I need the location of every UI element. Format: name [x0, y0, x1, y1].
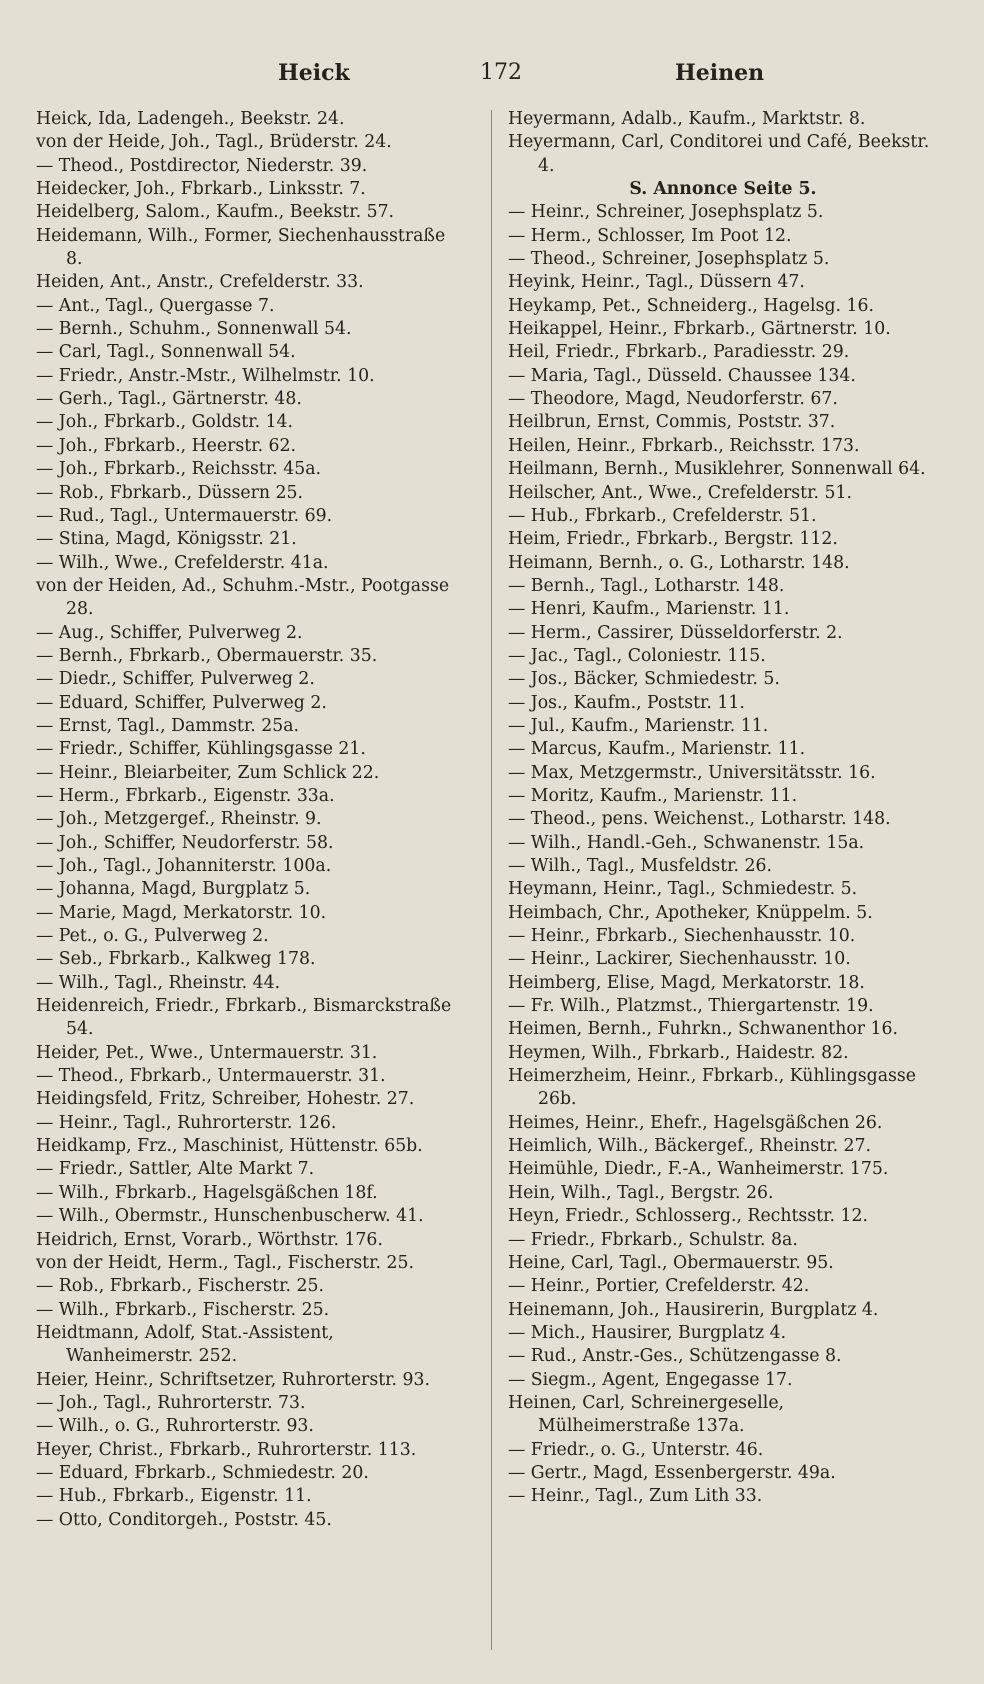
directory-entry: — Joh., Schiffer, Neudorferstr. 58. — [36, 832, 334, 853]
directory-entry: — Heinr., Lackirer, Siechenhausstr. 10. — [508, 949, 851, 970]
left-column — [36, 108, 466, 1532]
directory-entry: — Joh., Tagl., Johanniterstr. 100a. — [36, 856, 332, 876]
directory-entry: — Rob., Fbrkarb., Düssern 25. — [36, 482, 303, 503]
directory-entry: — Ernst, Tagl., Dammstr. 25a. — [36, 715, 300, 736]
directory-entry: — Gertr., Magd, Essenbergerstr. 49a. — [508, 1462, 836, 1483]
directory-entry: — Maria, Tagl., Düsseld. Chaussee 134. — [508, 365, 856, 386]
directory-entry: — Wilh., Fbrkarb., Fischerstr. 25. — [36, 1299, 330, 1320]
directory-entry: S. Annonce Seite 5. — [629, 179, 817, 200]
directory-entry: — Friedr., o. G., Unterstr. 46. — [508, 1439, 764, 1460]
directory-entry: — Bernh., Tagl., Lotharstr. 148. — [508, 575, 785, 596]
directory-entry: Heier, Heinr., Schriftsetzer, Ruhrorterstr. 93. — [36, 1369, 430, 1390]
directory-entry: — Heinr., Tagl., Ruhrorterstr. 126. — [36, 1112, 337, 1133]
directory-entry: Heidtmann, Adolf, Stat.-Assistent, Wanheimerstr. 252. — [36, 1322, 334, 1367]
directory-entry: — Wilh., Tagl., Musfeldstr. 26. — [508, 856, 773, 876]
directory-entry: — Herm., Schlosser, Im Poot 12. — [508, 225, 792, 246]
directory-entry: — Mich., Hausirer, Burgplatz 4. — [508, 1322, 787, 1343]
directory-entry: — Heinr., Tagl., Zum Lith 33. — [508, 1486, 763, 1507]
directory-entry: Heidecker, Joh., Fbrkarb., Linksstr. 7. — [36, 179, 366, 200]
directory-entry: Heidrich, Ernst, Vorarb., Wörthstr. 176. — [36, 1229, 383, 1250]
directory-entry: — Wilh., Fbrkarb., Hagelsgäßchen 18f. — [36, 1182, 378, 1203]
directory-entry: Heinen, Carl, Schreinergeselle, Mülheimerstraße 137a. — [508, 1392, 785, 1437]
header-left-keyword: Heick — [278, 60, 350, 86]
directory-entry: — Joh., Metzgergef., Rheinstr. 9. — [36, 809, 322, 830]
directory-entry: — Seb., Fbrkarb., Kalkweg 178. — [36, 949, 316, 970]
directory-entry: — Theod., Fbrkarb., Untermauerstr. 31. — [36, 1066, 386, 1087]
directory-entry: Heymann, Heinr., Tagl., Schmiedestr. 5. — [508, 879, 858, 900]
directory-entry: Heick, Ida, Ladengeh., Beekstr. 24. — [36, 109, 345, 129]
header-right-keyword: Heinen — [675, 60, 765, 86]
directory-entry: Heider, Pet., Wwe., Untermauerstr. 31. — [36, 1042, 378, 1063]
directory-entry: — Stina, Magd, Königsstr. 21. — [36, 529, 297, 550]
directory-entry: Heyer, Christ., Fbrkarb., Ruhrorterstr. 113. — [36, 1439, 417, 1460]
directory-entry: — Theod., Schreiner, Josephsplatz 5. — [508, 249, 830, 270]
directory-entry: Heimann, Bernh., o. G., Lotharstr. 148. — [508, 552, 850, 573]
directory-entry: Heimes, Heinr., Ehefr., Hagelsgäßchen 26. — [508, 1112, 883, 1133]
directory-entry: Heyn, Friedr., Schlosserg., Rechtsstr. 12. — [508, 1206, 868, 1227]
directory-entry: Heinemann, Joh., Hausirerin, Burgplatz 4. — [508, 1299, 879, 1320]
directory-entry: — Theod., pens. Weichenst., Lotharstr. 148. — [508, 809, 891, 830]
column-divider — [491, 110, 492, 1650]
directory-entry: — Friedr., Sattler, Alte Markt 7. — [36, 1159, 315, 1180]
directory-entry: Heil, Friedr., Fbrkarb., Paradiesstr. 29. — [508, 342, 850, 363]
directory-entry: Heyink, Heinr., Tagl., Düssern 47. — [508, 272, 805, 293]
directory-entry: — Jul., Kaufm., Marienstr. 11. — [508, 715, 769, 736]
directory-entry: — Siegm., Agent, Engegasse 17. — [508, 1369, 793, 1390]
directory-entry: — Heinr., Portier, Crefelderstr. 42. — [508, 1276, 810, 1297]
directory-entry: Heilmann, Bernh., Musiklehrer, Sonnenwall 64. — [508, 459, 926, 480]
directory-entry: — Joh., Fbrkarb., Reichsstr. 45a. — [36, 459, 321, 480]
directory-entry: — Wilh., Tagl., Rheinstr. 44. — [36, 972, 281, 993]
directory-entry: — Otto, Conditorgeh., Poststr. 45. — [36, 1509, 332, 1530]
directory-entry: Heimen, Bernh., Fuhrkn., Schwanenthor 16. — [508, 1019, 899, 1040]
directory-entry: — Rud., Anstr.-Ges., Schützengasse 8. — [508, 1346, 842, 1367]
directory-entry: Heyermann, Adalb., Kaufm., Marktstr. 8. — [508, 109, 866, 129]
directory-entry: — Max, Metzgermstr., Universitätsstr. 16. — [508, 762, 876, 783]
directory-entry: — Rob., Fbrkarb., Fischerstr. 25. — [36, 1276, 324, 1297]
directory-entry: Heilen, Heinr., Fbrkarb., Reichsstr. 173. — [508, 435, 860, 456]
directory-entry: Heymen, Wilh., Fbrkarb., Haidestr. 82. — [508, 1042, 849, 1063]
directory-entry: Heimerzheim, Heinr., Fbrkarb., Kühlingsgasse 26b. — [508, 1066, 916, 1110]
directory-entry: Heiden, Ant., Anstr., Crefelderstr. 33. — [36, 272, 364, 293]
directory-entry: — Eduard, Schiffer, Pulverweg 2. — [36, 692, 327, 713]
directory-entry: — Aug., Schiffer, Pulverweg 2. — [36, 622, 303, 643]
directory-entry: von der Heide, Joh., Tagl., Brüderstr. 24. — [36, 132, 392, 153]
directory-entry: Heimühle, Diedr., F.-A., Wanheimerstr. 175. — [508, 1159, 889, 1180]
directory-entry: — Diedr., Schiffer, Pulverweg 2. — [36, 669, 315, 690]
directory-entry: — Heinr., Bleiarbeiter, Zum Schlick 22. — [36, 762, 380, 783]
directory-entry: Heyermann, Carl, Conditorei und Café, Beekstr. 4. — [508, 132, 930, 176]
directory-entry: — Herm., Cassirer, Düsseldorferstr. 2. — [508, 622, 843, 643]
page-number: 172 — [480, 60, 522, 85]
directory-entry: — Jos., Kaufm., Poststr. 11. — [508, 692, 745, 713]
directory-entry: Heimlich, Wilh., Bäckergef., Rheinstr. 27. — [508, 1136, 872, 1157]
directory-entry: — Wilh., Wwe., Crefelderstr. 41a. — [36, 552, 329, 573]
directory-entry: — Heinr., Schreiner, Josephsplatz 5. — [508, 202, 824, 223]
directory-entry: — Ant., Tagl., Quergasse 7. — [36, 295, 275, 316]
directory-entry: — Joh., Fbrkarb., Goldstr. 14. — [36, 412, 294, 433]
directory-entry: von der Heiden, Ad., Schuhm.-Mstr., Pootgasse 28. — [36, 575, 450, 620]
directory-entry: Heidelberg, Salom., Kaufm., Beekstr. 57. — [36, 202, 395, 223]
directory-entry: — Jac., Tagl., Coloniestr. 115. — [508, 645, 766, 666]
directory-entry: Heilbrun, Ernst, Commis, Poststr. 37. — [508, 412, 836, 433]
directory-entry: Heidemann, Wilh., Former, Siechenhausstraße 8. — [36, 225, 446, 270]
directory-entry: — Joh., Tagl., Ruhrorterstr. 73. — [36, 1392, 306, 1413]
directory-entry: — Theod., Postdirector, Niederstr. 39. — [36, 155, 368, 176]
directory-entry: — Friedr., Anstr.-Mstr., Wilhelmstr. 10. — [36, 365, 375, 386]
directory-entry: — Fr. Wilh., Platzmst., Thiergartenstr. 19. — [508, 996, 874, 1017]
directory-entry: — Wilh., Obermstr., Hunschenbuscherw. 41. — [36, 1206, 424, 1227]
directory-entry: Heidkamp, Frz., Maschinist, Hüttenstr. 65b. — [36, 1136, 423, 1157]
page-header — [40, 60, 944, 100]
directory-entry: — Pet., o. G., Pulverweg 2. — [36, 926, 269, 947]
directory-entry: Heilscher, Ant., Wwe., Crefelderstr. 51. — [508, 482, 852, 503]
directory-entry: — Rud., Tagl., Untermauerstr. 69. — [36, 505, 333, 526]
right-column — [508, 108, 938, 1509]
directory-entry: — Eduard, Fbrkarb., Schmiedestr. 20. — [36, 1462, 369, 1483]
directory-entry: — Bernh., Fbrkarb., Obermauerstr. 35. — [36, 645, 378, 666]
directory-entry: Heine, Carl, Tagl., Obermauerstr. 95. — [508, 1252, 834, 1273]
directory-entry: — Joh., Fbrkarb., Heerstr. 62. — [36, 435, 297, 456]
directory-entry: — Friedr., Fbrkarb., Schulstr. 8a. — [508, 1229, 798, 1250]
directory-entry: — Marcus, Kaufm., Marienstr. 11. — [508, 739, 806, 760]
directory-entry: — Gerh., Tagl., Gärtnerstr. 48. — [36, 389, 302, 410]
directory-entry: Heimberg, Elise, Magd, Merkatorstr. 18. — [508, 972, 865, 993]
directory-entry: — Theodore, Magd, Neudorferstr. 67. — [508, 389, 838, 410]
directory-entry: Heimbach, Chr., Apotheker, Knüppelm. 5. — [508, 902, 873, 923]
directory-entry: — Friedr., Schiffer, Kühlingsgasse 21. — [36, 739, 366, 760]
directory-entry: — Moritz, Kaufm., Marienstr. 11. — [508, 785, 798, 806]
directory-entry: Heidingsfeld, Fritz, Schreiber, Hohestr. 27. — [36, 1089, 415, 1110]
directory-entry: Heidenreich, Friedr., Fbrkarb., Bismarckstraße 54. — [36, 996, 452, 1040]
directory-entry: Heikappel, Heinr., Fbrkarb., Gärtnerstr. 10. — [508, 319, 891, 340]
directory-entry: — Hub., Fbrkarb., Crefelderstr. 51. — [508, 505, 817, 526]
directory-entry: — Bernh., Schuhm., Sonnenwall 54. — [36, 319, 352, 340]
directory-entry: — Jos., Bäcker, Schmiedestr. 5. — [508, 669, 780, 690]
directory-entry: Hein, Wilh., Tagl., Bergstr. 26. — [508, 1182, 774, 1203]
directory-entry: von der Heidt, Herm., Tagl., Fischerstr. 25. — [36, 1252, 414, 1273]
directory-entry: — Heinr., Fbrkarb., Siechenhausstr. 10. — [508, 926, 856, 947]
directory-entry: — Henri, Kaufm., Marienstr. 11. — [508, 599, 790, 620]
directory-entry: — Marie, Magd, Merkatorstr. 10. — [36, 902, 327, 923]
directory-entry: — Wilh., o. G., Ruhrorterstr. 93. — [36, 1416, 314, 1437]
directory-entry: — Hub., Fbrkarb., Eigenstr. 11. — [36, 1486, 312, 1507]
directory-entry: Heim, Friedr., Fbrkarb., Bergstr. 112. — [508, 529, 838, 550]
directory-entry: — Wilh., Handl.-Geh., Schwanenstr. 15a. — [508, 832, 865, 853]
directory-entry: — Johanna, Magd, Burgplatz 5. — [36, 879, 311, 900]
directory-entry: — Carl, Tagl., Sonnenwall 54. — [36, 342, 296, 363]
directory-entry: — Herm., Fbrkarb., Eigenstr. 33a. — [36, 785, 335, 806]
directory-entry: Heykamp, Pet., Schneiderg., Hagelsg. 16. — [508, 295, 874, 316]
